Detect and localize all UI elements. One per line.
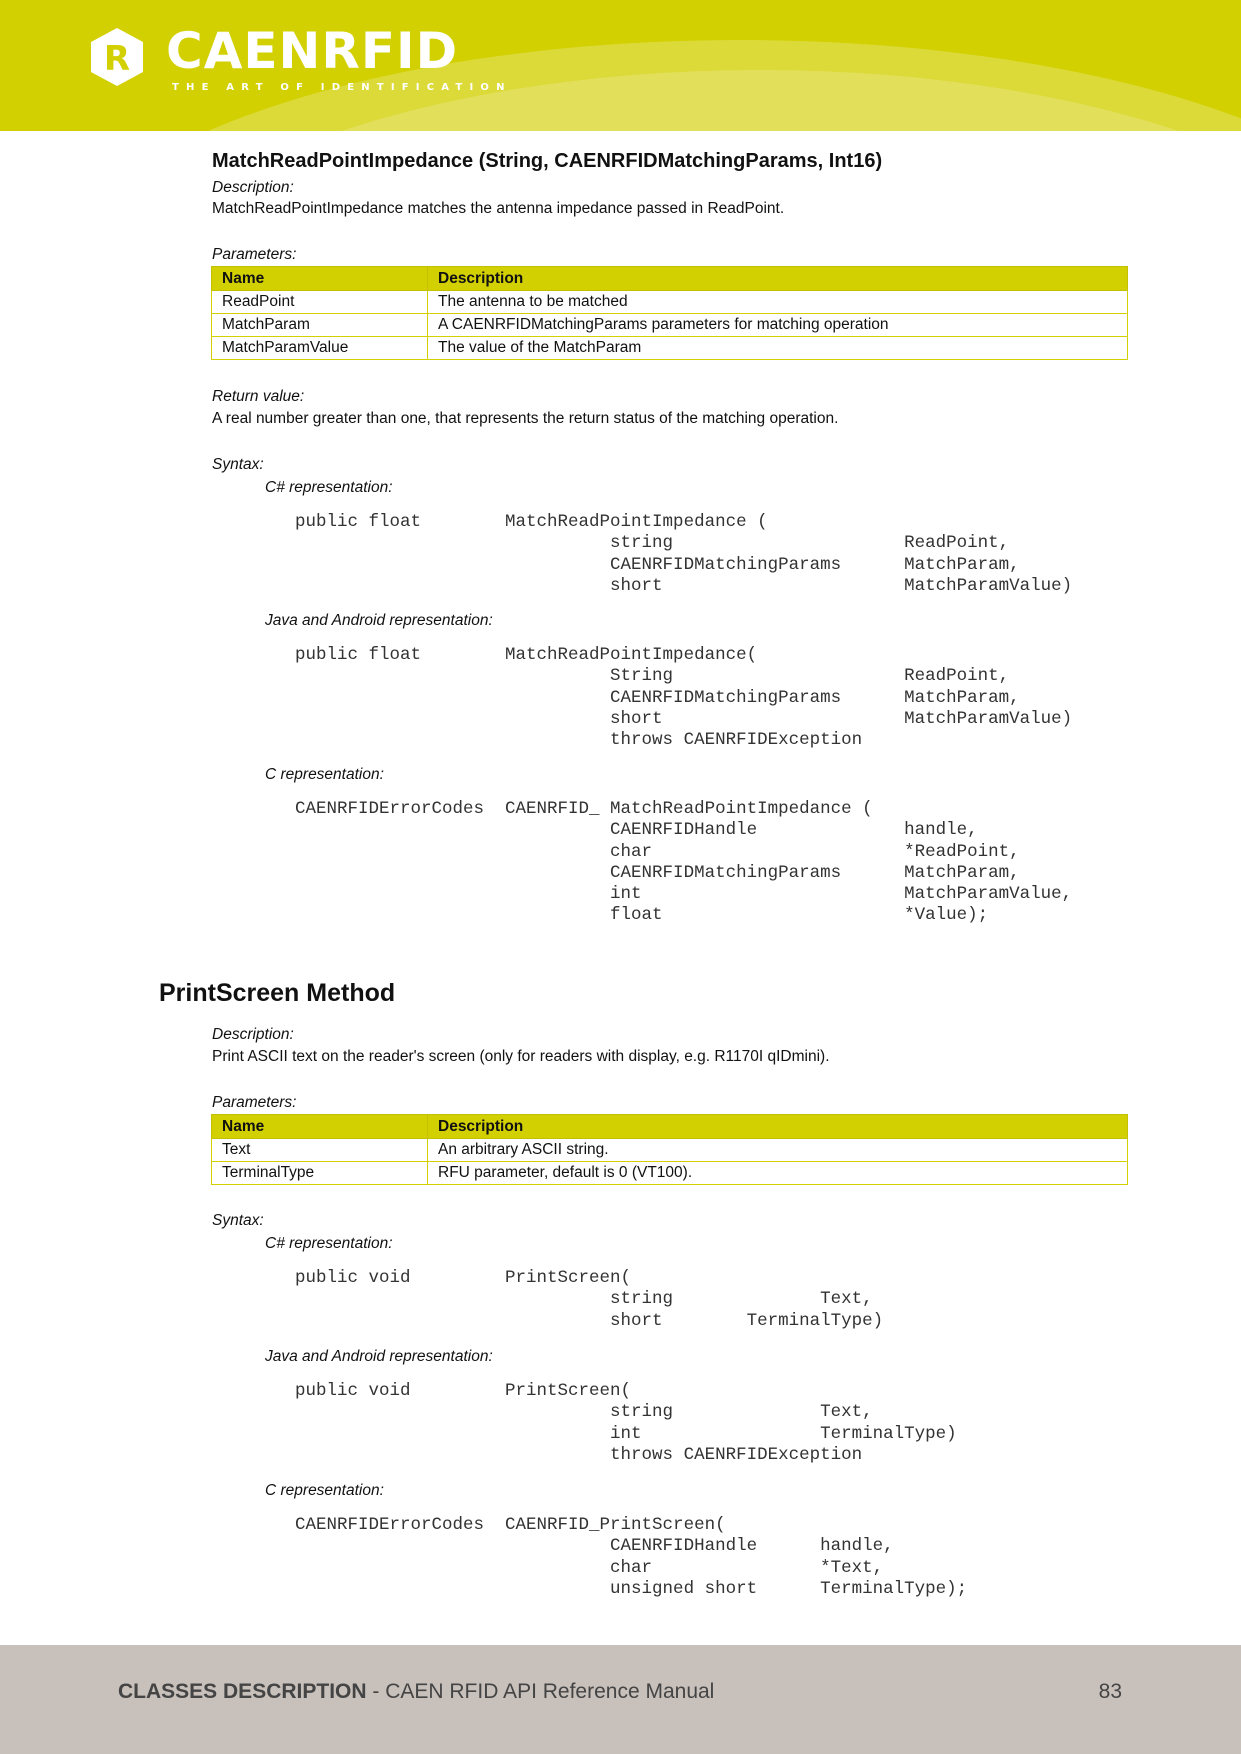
c-code: CAENRFIDErrorCodes CAENRFID_ MatchReadPointImpedance ( CAENRFIDHandle handle, char *ReadPoint, CAENRFIDMatchingParams MatchParam, int MatchParamValue, float *Value); [295,799,1073,926]
table-row [212,314,1128,337]
column-header: Description [428,267,1128,291]
java-code: public void PrintScreen( string Text, int TerminalType) throws CAENRFIDException [295,1381,957,1465]
table-row [212,1162,1128,1185]
logo-wordmark: CAENRFID [166,22,459,80]
c-label: C representation: [265,1482,384,1499]
table-header-row [212,267,1128,291]
column-header: Name [212,1115,428,1139]
footer-title [118,1680,714,1704]
parameters-label: Parameters: [212,246,297,263]
param-description: The antenna to be matched [428,291,1128,314]
section-title: PrintScreen Method [159,979,396,1007]
return-value-label: Return value: [212,388,305,405]
table-row [212,337,1128,360]
java-label: Java and Android representation: [265,1348,493,1365]
column-header: Description [428,1115,1128,1139]
table-header-row [212,1115,1128,1139]
page-header [0,0,1241,131]
table-row [212,1139,1128,1162]
parameters-table [211,1114,1128,1185]
param-name: ReadPoint [212,291,428,314]
return-value-text: A real number greater than one, that represents the return status of the matching operation. [212,410,839,427]
description-text: Print ASCII text on the reader's screen (only for readers with display, e.g. R1170I qIDmini). [212,1048,830,1065]
footer-section: CLASSES DESCRIPTION [118,1680,367,1703]
csharp-code: public float MatchReadPointImpedance ( string ReadPoint, CAENRFIDMatchingParams MatchParam, short MatchParamValue) [295,512,1073,596]
param-name: TerminalType [212,1162,428,1185]
param-name: MatchParamValue [212,337,428,360]
logo-tagline: THE ART OF IDENTIFICATION [172,82,512,93]
caenrfid-logo-icon [88,26,146,88]
parameters-label: Parameters: [212,1094,297,1111]
param-description: An arbitrary ASCII string. [428,1139,1128,1162]
description-label: Description: [212,1026,294,1043]
column-header: Name [212,267,428,291]
method-title: MatchReadPointImpedance (String, CAENRFIDMatchingParams, Int16) [212,150,883,172]
param-description: The value of the MatchParam [428,337,1128,360]
csharp-code: public void PrintScreen( string Text, short TerminalType) [295,1268,884,1331]
table-row [212,291,1128,314]
parameters-table [211,266,1128,360]
param-description: RFU parameter, default is 0 (VT100). [428,1162,1128,1185]
param-name: Text [212,1139,428,1162]
description-label: Description: [212,179,294,196]
syntax-label: Syntax: [212,1212,264,1229]
java-label: Java and Android representation: [265,612,493,629]
param-description: A CAENRFIDMatchingParams parameters for matching operation [428,314,1128,337]
java-code: public float MatchReadPointImpedance( String ReadPoint, CAENRFIDMatchingParams MatchParam, short MatchParamValue) throws CAENRFIDException [295,645,1073,751]
csharp-label: C# representation: [265,1235,393,1252]
svg-text:R: R [103,39,131,79]
syntax-label: Syntax: [212,456,264,473]
footer-manual-name: - CAEN RFID API Reference Manual [366,1680,715,1703]
page-number: 83 [1098,1680,1122,1703]
description-text: MatchReadPointImpedance matches the antenna impedance passed in ReadPoint. [212,200,785,217]
csharp-label: C# representation: [265,479,393,496]
param-name: MatchParam [212,314,428,337]
c-code: CAENRFIDErrorCodes CAENRFID_PrintScreen( CAENRFIDHandle handle, char *Text, unsigned short TerminalType); [295,1515,968,1599]
c-label: C representation: [265,766,384,783]
